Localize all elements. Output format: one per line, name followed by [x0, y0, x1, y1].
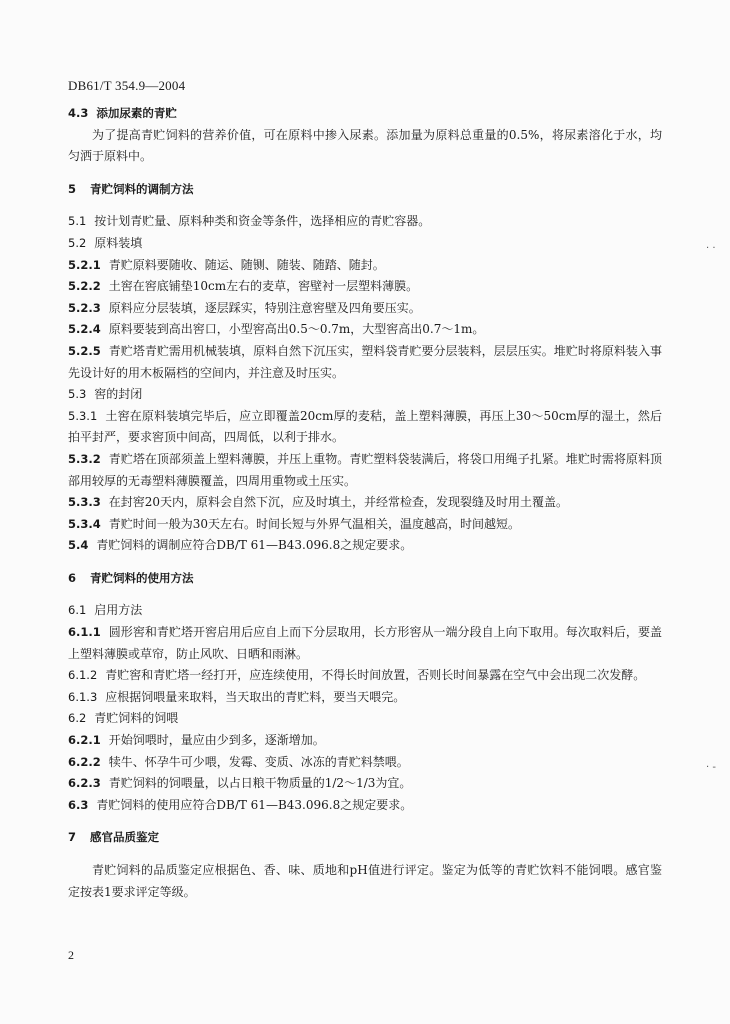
clause-6-2-2: 6.2.2 犊牛、怀孕牛可少喂，发霉、变质、冰冻的青贮料禁喂。: [68, 754, 409, 769]
section-title: 添加尿素的青贮: [96, 106, 177, 120]
clause-5-2-4: 5.2.4 原料要装到高出窖口，小型窖高出0.5～0.7m，大型窖高出0.7～1m。: [68, 322, 485, 337]
clause-5-2-3: 5.2.3 原料应分层装填，逐层踩实，特别注意窖壁及四角要压实。: [68, 300, 421, 315]
clause-5-4: 5.4 青贮饲料的调制应符合DB/T 61—B43.096.8之规定要求。: [68, 538, 413, 553]
clause-5-3: 5.3 窖的封闭: [68, 387, 143, 402]
section-number: 7: [68, 830, 77, 845]
section-7-paragraph: 青贮饲料的品质鉴定应根据色、香、味、质地和pH值进行评定。鉴定为低等的青贮饮料不能饲喂。感官鉴定按表1要求评定等级。: [68, 863, 662, 899]
clause-5-2-1: 5.2.1 青贮原料要随收、随运、随铡、随装、随踏、随封。: [68, 257, 385, 272]
scan-margin-mark: · ·: [706, 243, 716, 254]
clause-6-1-2: 6.1.2 青贮窖和青贮塔一经打开，应连续使用，不得长时间放置，否则长时间暴露在空气中会出现二次发酵。: [68, 668, 646, 683]
section-7-heading: [68, 827, 662, 849]
section-title: 感官品质鉴定: [90, 830, 160, 845]
section-4-3-paragraph: 为了提高青贮饲料的营养价值，可在原料中掺入尿素。添加量为原料总重量的0.5%，将尿素溶化于水，均匀洒于原料中。: [68, 127, 662, 164]
section-5-heading: [68, 179, 662, 201]
clause-6-2-1: 6.2.1 开始饲喂时，量应由少到多，逐渐增加。: [68, 733, 325, 748]
clause-5-2: 5.2 原料装填: [68, 235, 143, 250]
clause-6-1: 6.1 启用方法: [68, 603, 143, 618]
clause-5-2-5: 5.2.5 青贮塔青贮需用机械装填，原料自然下沉压实，塑料袋青贮要分层装料，层层压实。堆贮时将原料装入事先设计好的用木板隔档的空间内，并注意及时压实。: [68, 343, 662, 380]
clause-6-1-1: 6.1.1 圆形窖和青贮塔开窖启用后应自上而下分层取用，长方形窖从一端分段自上向下取用。每次取料后，要盖上塑料薄膜或草帘，防止风吹、日晒和雨淋。: [68, 625, 662, 661]
clause-6-2: 6.2 青贮饲料的饲喂: [68, 711, 179, 726]
document-body: [68, 103, 662, 903]
scan-margin-mark: · -: [706, 762, 716, 773]
clause-5-3-4: 5.3.4 青贮时间一般为30天左右。时间长短与外界气温相关，温度越高，时间越短。: [68, 516, 521, 531]
clause-6-3: 6.3 青贮饲料的使用应符合DB/T 61—B43.096.8之规定要求。: [68, 797, 413, 812]
clause-6-1-3: 6.1.3 应根据饲喂量来取料，当天取出的青贮料，要当天喂完。: [68, 689, 406, 704]
clause-5-3-2: 5.3.2 青贮塔在顶部须盖上塑料薄膜，并压上重物。青贮塑料袋装满后，将袋口用绳子扎紧。堆贮时需将原料顶部用较厚的无毒塑料薄膜覆盖，四周用重物或土压实。: [68, 451, 662, 488]
section-number: 4.3: [68, 106, 89, 120]
clause-5-2-2: 5.2.2 土窖在窖底铺垫10cm左右的麦草，窖壁衬一层塑料薄膜。: [68, 279, 419, 294]
section-title: 青贮饲料的使用方法: [90, 570, 194, 585]
clause-5-3-3: 5.3.3 在封窖20天内，原料会自然下沉，应及时填土，并经常检查，发现裂缝及时用土覆盖。: [68, 495, 569, 510]
section-4-3-heading: [68, 103, 662, 125]
clause-6-2-3: 6.2.3 青贮饲料的饲喂量，以占日粮干物质量的1/2～1/3为宜。: [68, 776, 412, 791]
document-code: DB61/T 354.9—2004: [68, 78, 186, 93]
clause-5-3-1: 5.3.1 土窖在原料装填完毕后，应立即覆盖20cm厚的麦秸，盖上塑料薄膜，再压上30～50cm厚的湿土，然后拍平封严，要求窖顶中间高，四周低，以利于排水。: [68, 408, 662, 445]
clause-5-1: 5.1 按计划青贮量、原料种类和资金等条件，选择相应的青贮容器。: [68, 214, 431, 229]
page-number: 2: [68, 948, 74, 962]
section-6-heading: [68, 568, 662, 590]
section-number: 5: [68, 181, 77, 196]
section-number: 6: [68, 570, 77, 585]
section-title: 青贮饲料的调制方法: [90, 181, 194, 196]
